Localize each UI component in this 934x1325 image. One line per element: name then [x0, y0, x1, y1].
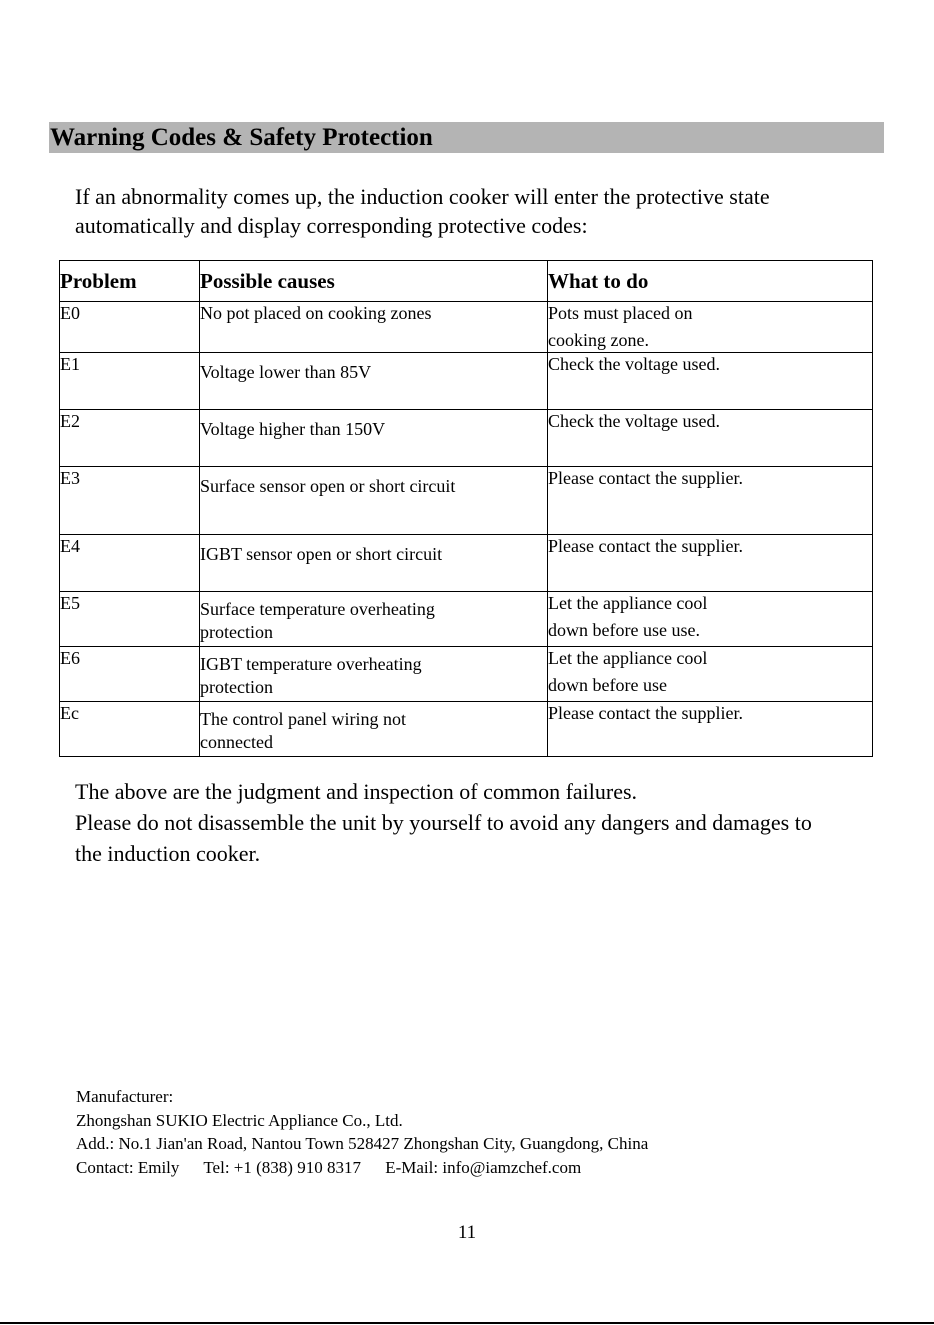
- todo-cell: [548, 647, 873, 702]
- header-what-to-do: What to do: [548, 261, 873, 302]
- todo-line: down before use use.: [548, 620, 700, 640]
- code-cell: Ec: [60, 702, 200, 757]
- todo-line: Pots must placed on: [548, 303, 693, 323]
- cause-cell: Voltage higher than 150V: [200, 410, 548, 467]
- table-row: [60, 467, 873, 535]
- code-cell: E5: [60, 592, 200, 647]
- table-row: [60, 647, 873, 702]
- todo-line: down before use: [548, 675, 667, 695]
- page-number: 11: [457, 1222, 477, 1243]
- cause-cell: Voltage lower than 85V: [200, 353, 548, 410]
- cause-line: IGBT temperature overheating: [200, 654, 422, 674]
- contact-email: E-Mail: info@iamzchef.com: [385, 1157, 582, 1177]
- cause-cell: [200, 647, 548, 702]
- todo-cell: [548, 302, 873, 353]
- header-problem: Problem: [60, 261, 200, 302]
- todo-line: Let the appliance cool: [548, 593, 708, 613]
- todo-cell: Please contact the supplier.: [548, 702, 873, 757]
- company-name: Zhongshan SUKIO Electric Appliance Co., Ltd.: [76, 1110, 403, 1130]
- code-cell: E6: [60, 647, 200, 702]
- manufacturer-info: [76, 1085, 836, 1179]
- todo-line: Let the appliance cool: [548, 648, 708, 668]
- table-row: [60, 353, 873, 410]
- closing-paragraph: [75, 776, 895, 869]
- table-header-row: [60, 261, 873, 302]
- code-cell: E0: [60, 302, 200, 353]
- table-row: [60, 592, 873, 647]
- table-row: [60, 302, 873, 353]
- cause-cell: No pot placed on cooking zones: [200, 302, 548, 353]
- todo-line: cooking zone.: [548, 330, 649, 350]
- table-row: [60, 702, 873, 757]
- cause-cell: [200, 592, 548, 647]
- code-cell: E1: [60, 353, 200, 410]
- bottom-divider: [0, 1322, 934, 1324]
- cause-line: The control panel wiring not: [200, 709, 406, 729]
- todo-cell: Check the voltage used.: [548, 410, 873, 467]
- table-row: [60, 410, 873, 467]
- code-cell: E4: [60, 535, 200, 592]
- todo-cell: Please contact the supplier.: [548, 467, 873, 535]
- warning-codes-table: [59, 260, 873, 757]
- table-row: [60, 535, 873, 592]
- section-title: Warning Codes & Safety Protection: [50, 124, 433, 151]
- header-possible-causes: Possible causes: [200, 261, 548, 302]
- cause-cell: Surface sensor open or short circuit: [200, 467, 548, 535]
- closing-line: The above are the judgment and inspection of common failures.: [75, 779, 638, 804]
- contact-tel: Tel: +1 (838) 910 8317: [203, 1157, 361, 1177]
- todo-cell: Please contact the supplier.: [548, 535, 873, 592]
- contact-name: Contact: Emily: [76, 1157, 180, 1177]
- cause-cell: IGBT sensor open or short circuit: [200, 535, 548, 592]
- contact-line: [76, 1156, 836, 1180]
- closing-line: Please do not disassemble the unit by yourself to avoid any dangers and damages to: [75, 810, 812, 835]
- company-address: Add.: No.1 Jian'an Road, Nantou Town 528427 Zhongshan City, Guangdong, China: [76, 1134, 649, 1153]
- code-cell: E3: [60, 467, 200, 535]
- cause-line: protection: [200, 622, 273, 642]
- todo-cell: Check the voltage used.: [548, 353, 873, 410]
- closing-line: the induction cooker.: [75, 841, 261, 866]
- cause-cell: [200, 702, 548, 757]
- cause-line: Surface temperature overheating: [200, 599, 435, 619]
- manufacturer-label: Manufacturer:: [76, 1087, 174, 1106]
- cause-line: connected: [200, 732, 273, 752]
- intro-paragraph: If an abnormality comes up, the induction cooker will enter the protective state automatically and display corresponding protective codes:: [75, 184, 770, 238]
- todo-cell: [548, 592, 873, 647]
- code-cell: E2: [60, 410, 200, 467]
- cause-line: protection: [200, 677, 273, 697]
